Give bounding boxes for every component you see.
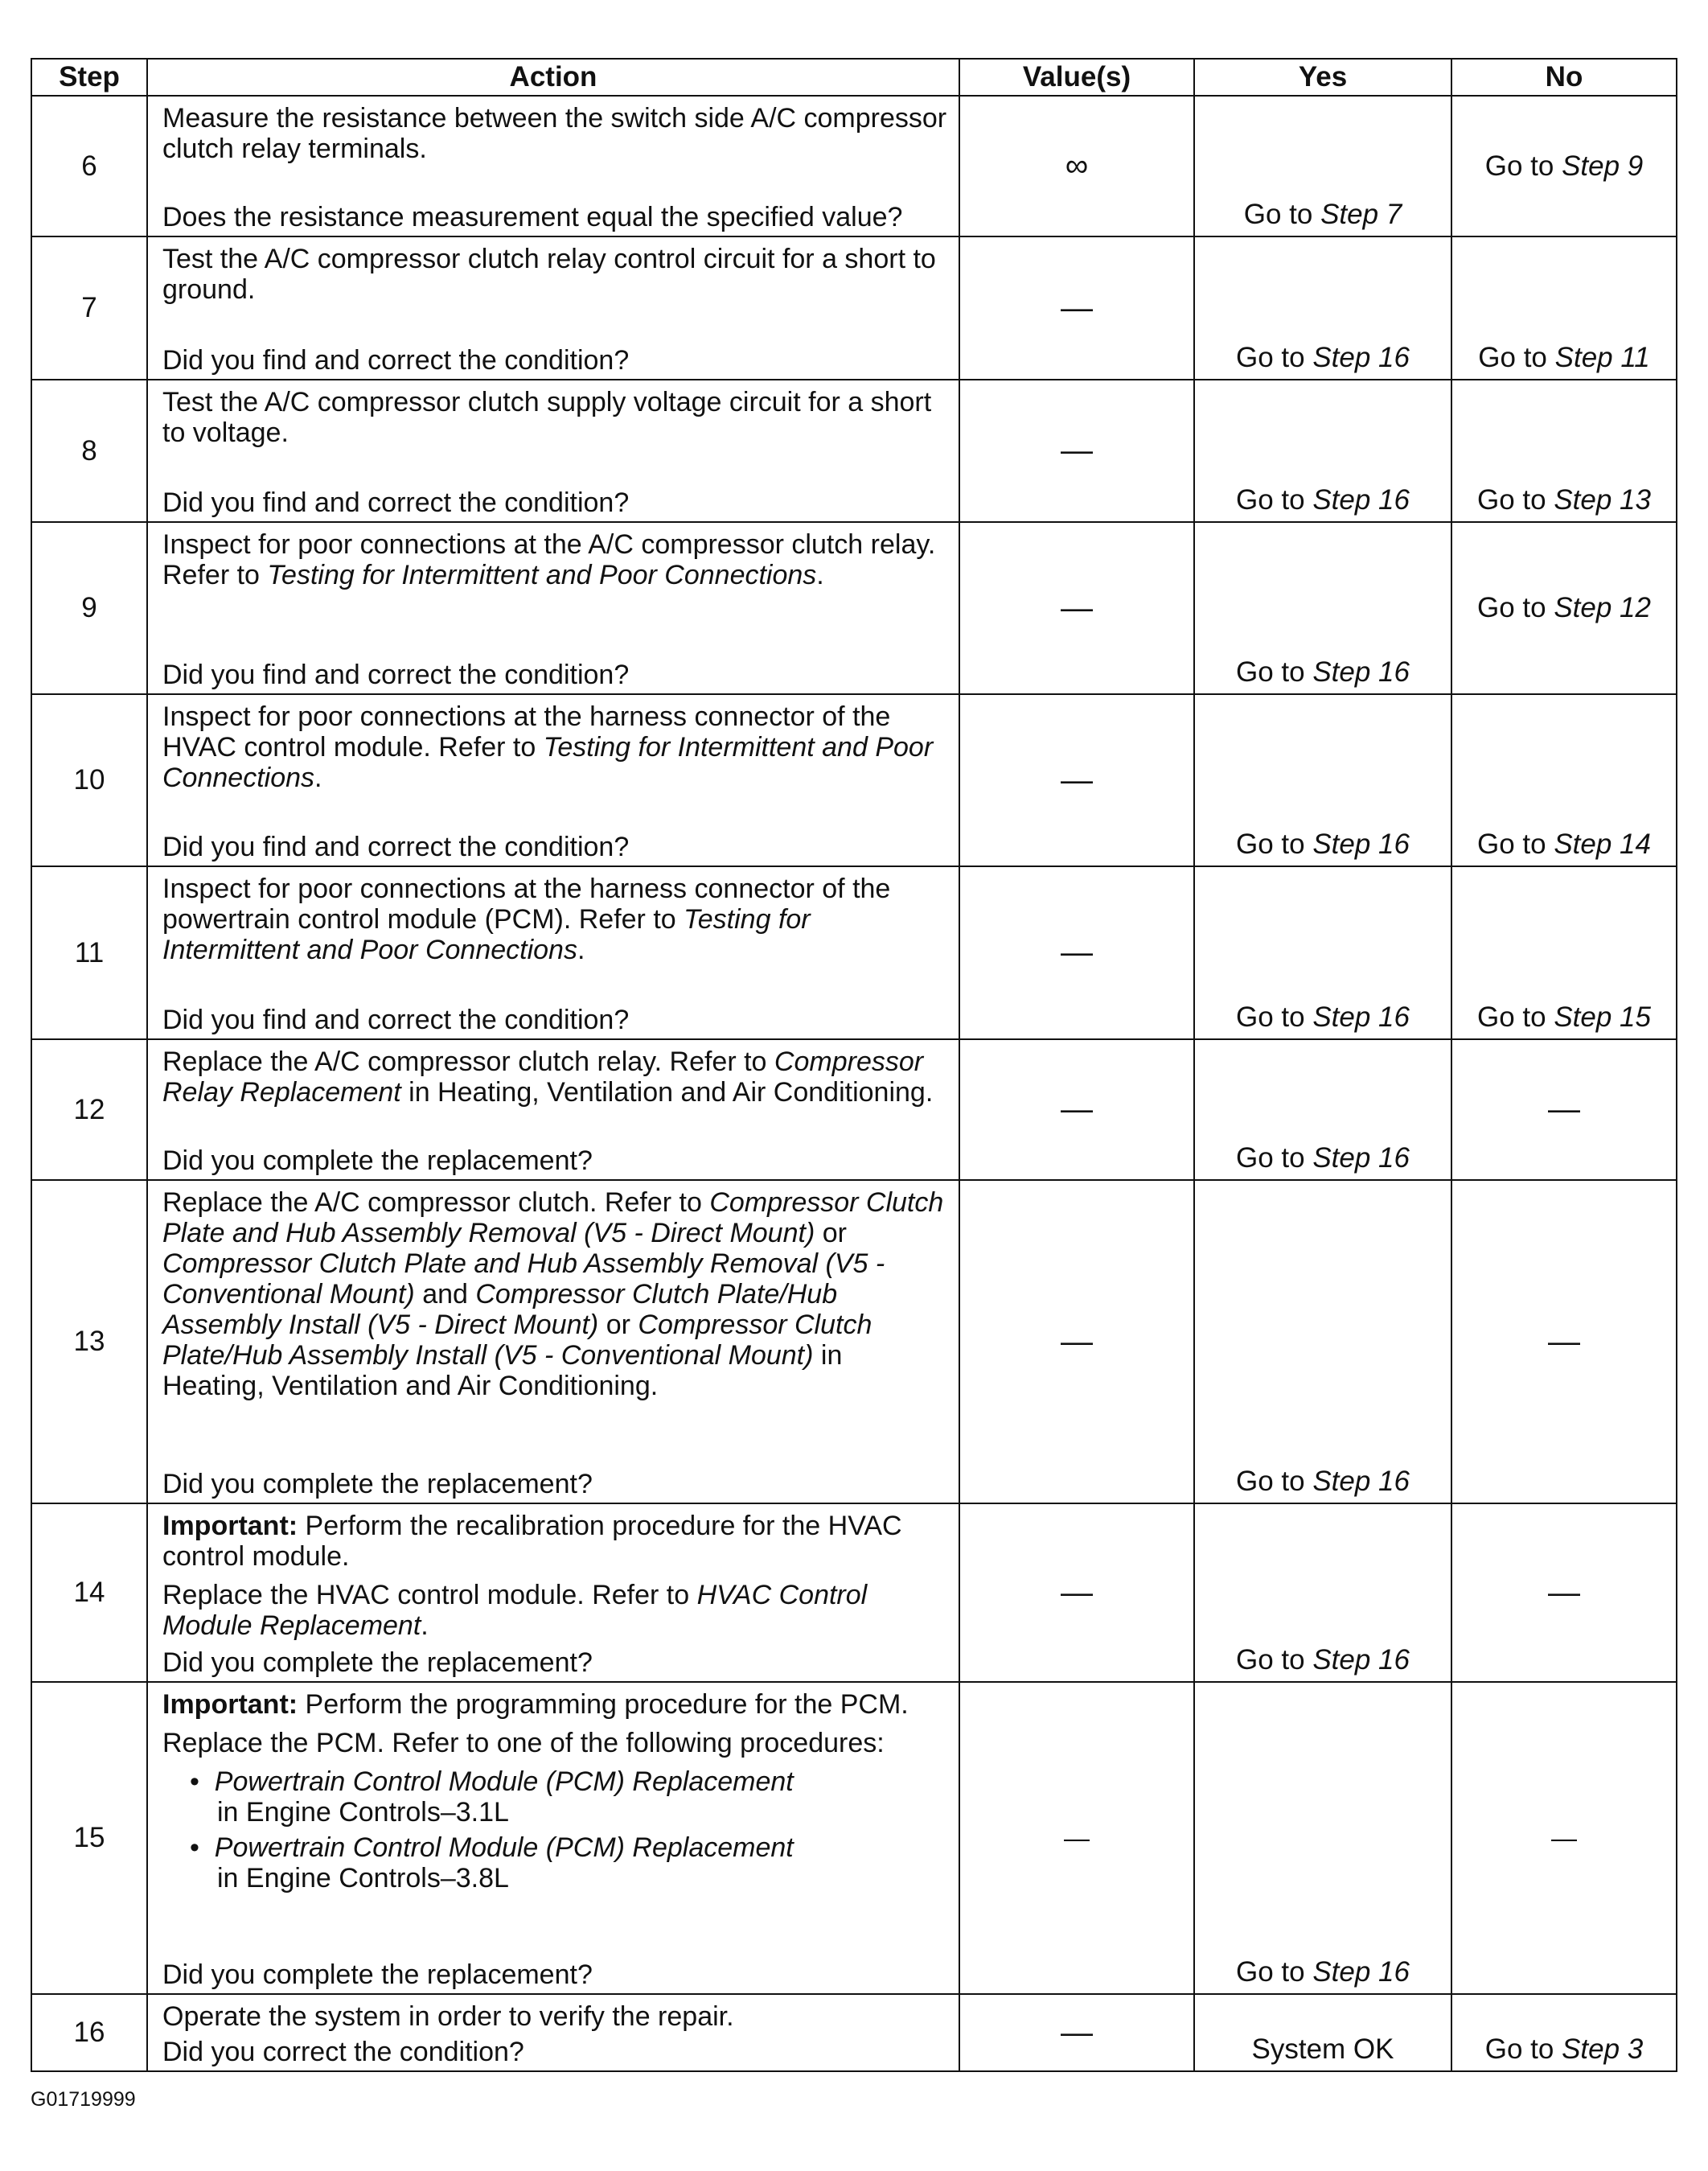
no-step-ref: Step 13	[1554, 484, 1651, 516]
important-text: Perform the recalibration procedure for the HVAC control module.	[162, 1511, 902, 1572]
no-step-ref: Step 15	[1554, 1001, 1651, 1033]
yes-step-ref: Step 16	[1312, 342, 1410, 373]
yes-prefix: Go to	[1243, 199, 1321, 230]
action-text: Test the A/C compressor clutch relay control circuit for a short to ground.	[162, 244, 936, 305]
value-cell: —	[959, 1682, 1194, 1994]
no-cell: —	[1451, 1039, 1677, 1180]
action-cell	[147, 380, 959, 522]
action-question: Did you complete the replacement?	[162, 1145, 593, 1176]
action-text-end: .	[577, 935, 585, 965]
no-cell	[1451, 694, 1677, 866]
no-cell	[1451, 236, 1677, 380]
action-cell	[147, 694, 959, 866]
table-row-step-11	[31, 866, 1677, 1039]
no-step-ref: Step 12	[1554, 592, 1651, 623]
step-number: 10	[31, 694, 147, 866]
value-cell: —	[959, 694, 1194, 866]
yes-step-ref: Step 16	[1312, 484, 1410, 516]
yes-prefix: Go to	[1236, 342, 1313, 373]
action-cell	[147, 866, 959, 1039]
no-prefix: Go to	[1477, 592, 1554, 623]
action-question: Did you find and correct the condition?	[162, 345, 630, 376]
value-cell: ∞	[959, 96, 1194, 236]
yes-prefix: Go to	[1236, 829, 1313, 860]
header-step: Step	[31, 59, 147, 96]
table-row-step-12	[31, 1039, 1677, 1180]
value-cell: —	[959, 1994, 1194, 2071]
no-cell	[1451, 380, 1677, 522]
table-row-step-16	[31, 1994, 1677, 2071]
action-question: Did you complete the replacement?	[162, 1647, 593, 1678]
no-prefix: Go to	[1484, 2033, 1562, 2065]
action-text	[162, 1580, 947, 1641]
yes-cell	[1194, 1039, 1451, 1180]
table-row-step-7	[31, 236, 1677, 380]
yes-step-ref: Step 16	[1312, 1001, 1410, 1033]
no-step-ref: Step 14	[1554, 829, 1651, 860]
table-row-step-13	[31, 1180, 1677, 1503]
yes-cell	[1194, 1180, 1451, 1503]
step-number: 14	[31, 1503, 147, 1682]
list-item: • Powertrain Control Module (PCM) Replacement in Engine Controls–3.1L	[190, 1766, 794, 1828]
action-text-part: Inspect for poor connections at the harness connector of the powertrain control module (PCM). Refer to	[162, 874, 891, 935]
action-text-end: .	[816, 560, 824, 590]
action-cell	[147, 1503, 959, 1682]
action-reference: Powertrain Control Module (PCM) Replacement	[214, 1832, 794, 1863]
step-number: 11	[31, 866, 147, 1039]
action-text-part: Inspect for poor connections at the harness connector of the HVAC control module. Refer to	[162, 701, 891, 763]
no-cell	[1451, 96, 1677, 236]
no-cell: —	[1451, 1180, 1677, 1503]
action-text-part: or	[598, 1310, 638, 1340]
step-number: 9	[31, 522, 147, 694]
yes-cell	[1194, 694, 1451, 866]
action-text-part: Inspect for poor connections at the A/C compressor clutch relay. Refer to	[162, 529, 936, 590]
diagnostic-table	[31, 58, 1677, 2072]
important-label: Important:	[162, 1689, 298, 1720]
yes-prefix: Go to	[1236, 1001, 1313, 1033]
yes-cell	[1194, 236, 1451, 380]
action-text	[162, 529, 947, 590]
step-number: 13	[31, 1180, 147, 1503]
action-cell	[147, 1994, 959, 2071]
yes-prefix: Go to	[1236, 1644, 1313, 1676]
action-question: Did you complete the replacement?	[162, 1959, 593, 1990]
table-row-step-9	[31, 522, 1677, 694]
figure-id: G01719999	[31, 2088, 136, 2111]
action-reference: Compressor Clutch Plate and Hub Assembly Removal (V5 - Conventional Mount)	[162, 1248, 885, 1310]
header-action: Action	[147, 59, 959, 96]
action-text: Replace the PCM. Refer to one of the following procedures:	[162, 1728, 885, 1758]
action-text-part: Replace the HVAC control module. Refer to	[162, 1580, 697, 1610]
action-text: Operate the system in order to verify the repair.	[162, 2001, 734, 2032]
action-reference: Compressor Clutch Plate/Hub Assembly Install (V5 - Direct Mount)	[162, 1279, 838, 1340]
yes-cell	[1194, 866, 1451, 1039]
action-question: Did you find and correct the condition?	[162, 660, 630, 690]
header-row	[31, 59, 1677, 96]
action-text-end: .	[314, 763, 322, 793]
yes-prefix: Go to	[1236, 656, 1313, 688]
action-reference: Powertrain Control Module (PCM) Replacement	[214, 1766, 794, 1797]
no-step-ref: Step 9	[1562, 150, 1644, 182]
step-number: 7	[31, 236, 147, 380]
action-text: Measure the resistance between the switch side A/C compressor clutch relay terminals.	[162, 103, 947, 164]
action-question: Did you find and correct the condition?	[162, 832, 630, 862]
yes-prefix: Go to	[1236, 1142, 1313, 1174]
table-row-step-15	[31, 1682, 1677, 1994]
no-cell: —	[1451, 1503, 1677, 1682]
no-cell	[1451, 1994, 1677, 2071]
action-text-part: Replace the A/C compressor clutch. Refer to	[162, 1187, 710, 1218]
important-text: Perform the programming procedure for the PCM.	[298, 1689, 909, 1720]
value-cell: —	[959, 1503, 1194, 1682]
no-prefix: Go to	[1477, 829, 1554, 860]
no-prefix: Go to	[1477, 1001, 1554, 1033]
no-cell	[1451, 522, 1677, 694]
action-text	[162, 1187, 947, 1401]
action-cell	[147, 1180, 959, 1503]
action-cell	[147, 522, 959, 694]
header-no: No	[1451, 59, 1677, 96]
value-cell: —	[959, 866, 1194, 1039]
action-reference: Compressor Clutch Plate and Hub Assembly Removal (V5 - Direct Mount)	[162, 1187, 944, 1248]
yes-cell	[1194, 1503, 1451, 1682]
table-row-step-14	[31, 1503, 1677, 1682]
action-text-part: or	[815, 1218, 847, 1248]
yes-prefix: Go to	[1236, 1956, 1313, 1988]
action-question: Did you find and correct the condition?	[162, 1005, 630, 1035]
no-prefix: Go to	[1484, 150, 1562, 182]
action-text	[162, 874, 947, 965]
list-item: • Powertrain Control Module (PCM) Replacement in Engine Controls–3.8L	[190, 1832, 794, 1893]
action-text-part: Replace the A/C compressor clutch relay. Refer to	[162, 1046, 774, 1077]
yes-step-ref: Step 16	[1312, 829, 1410, 860]
yes-cell	[1194, 1682, 1451, 1994]
action-cell	[147, 1682, 959, 1994]
yes-prefix: Go to	[1236, 484, 1313, 516]
important-label: Important:	[162, 1511, 298, 1541]
action-cell	[147, 236, 959, 380]
action-question: Did you complete the replacement?	[162, 1469, 593, 1499]
action-cell	[147, 1039, 959, 1180]
action-text	[162, 1046, 947, 1108]
yes-prefix: Go to	[1236, 1466, 1313, 1497]
action-text-part: and	[414, 1279, 476, 1310]
yes-step-ref: Step 16	[1312, 1956, 1410, 1988]
no-cell: —	[1451, 1682, 1677, 1994]
action-reference: Compressor Clutch Plate/Hub Assembly Install (V5 - Conventional Mount)	[162, 1310, 872, 1371]
no-cell	[1451, 866, 1677, 1039]
yes-cell	[1194, 522, 1451, 694]
important-note	[162, 1511, 947, 1572]
value-cell: —	[959, 1039, 1194, 1180]
yes-step-ref: Step 16	[1312, 1466, 1410, 1497]
table-row-step-6	[31, 96, 1677, 236]
step-number: 16	[31, 1994, 147, 2071]
action-reference: Compressor Relay Replacement	[162, 1046, 924, 1108]
header-yes: Yes	[1194, 59, 1451, 96]
step-number: 8	[31, 380, 147, 522]
no-prefix: Go to	[1477, 484, 1554, 516]
yes-cell	[1194, 96, 1451, 236]
value-cell: —	[959, 236, 1194, 380]
yes-cell: System OK	[1194, 1994, 1451, 2071]
important-note	[162, 1689, 947, 1720]
action-cell	[147, 96, 959, 236]
action-text: Test the A/C compressor clutch supply voltage circuit for a short to voltage.	[162, 387, 932, 448]
action-text-end: in Heating, Ventilation and Air Conditioning.	[400, 1077, 934, 1108]
yes-step-ref: Step 16	[1312, 1142, 1410, 1174]
action-reference: HVAC Control Module Replacement	[162, 1580, 868, 1641]
action-question: Did you correct the condition?	[162, 2037, 524, 2067]
yes-cell	[1194, 380, 1451, 522]
action-question: Does the resistance measurement equal the specified value?	[162, 202, 903, 232]
value-cell: —	[959, 380, 1194, 522]
action-text-end: .	[421, 1610, 429, 1641]
action-reference: Testing for Intermittent and Poor Connections	[267, 560, 817, 590]
yes-step-ref: Step 16	[1312, 656, 1410, 688]
yes-step-ref: Step 7	[1320, 199, 1402, 230]
table-row-step-8	[31, 380, 1677, 522]
list-item-text: in Engine Controls–3.8L	[217, 1863, 509, 1893]
step-number: 15	[31, 1682, 147, 1994]
action-text-end: in Heating, Ventilation and Air Conditioning.	[162, 1340, 843, 1401]
no-step-ref: Step 3	[1562, 2033, 1644, 2065]
action-question: Did you find and correct the condition?	[162, 487, 630, 518]
step-number: 6	[31, 96, 147, 236]
header-values: Value(s)	[959, 59, 1194, 96]
yes-step-ref: Step 16	[1312, 1644, 1410, 1676]
no-prefix: Go to	[1478, 342, 1555, 373]
action-reference: Testing for Intermittent and Poor Connections	[162, 904, 811, 965]
list-item-text: in Engine Controls–3.1L	[217, 1797, 509, 1828]
no-step-ref: Step 11	[1554, 342, 1650, 373]
action-reference: Testing for Intermittent and Poor Connections	[162, 732, 934, 793]
table-row-step-10	[31, 694, 1677, 866]
value-cell: —	[959, 522, 1194, 694]
action-text	[162, 701, 947, 793]
value-cell: —	[959, 1180, 1194, 1503]
step-number: 12	[31, 1039, 147, 1180]
